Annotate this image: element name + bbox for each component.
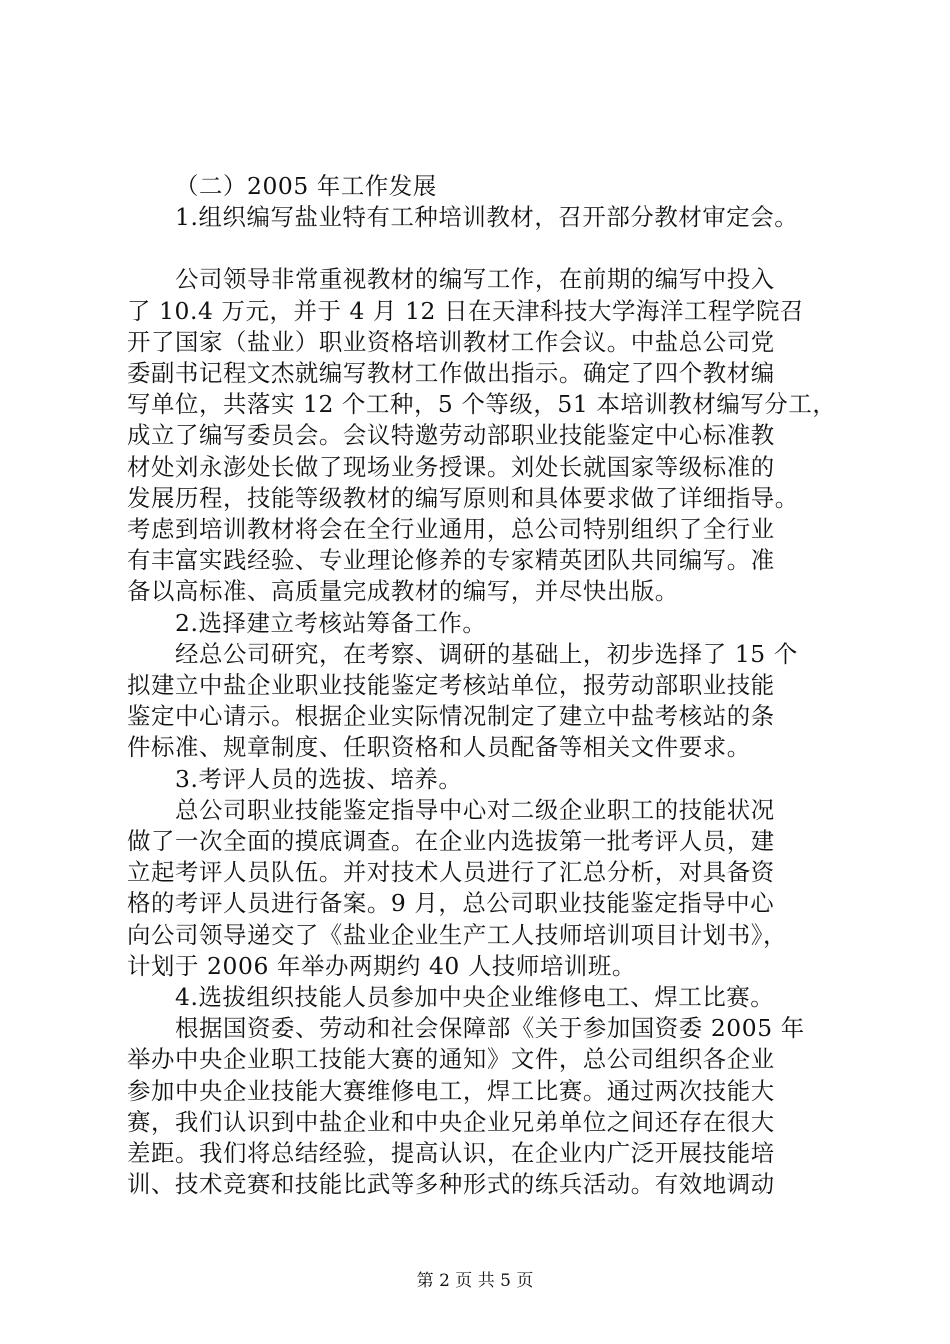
item2-body-line: 拟建立中盐企业职业技能鉴定考核站单位，报劳动部职业技能 [127, 671, 775, 700]
item1-body-line: 发展历程，技能等级教材的编写原则和具体要求做了详细指导。 [127, 483, 799, 512]
item1-body-line: 开了国家（盐业）职业资格培训教材工作会议。中盐总公司党 [127, 327, 775, 356]
item1-body-line: 公司领导非常重视教材的编写工作，在前期的编写中投入 [175, 265, 775, 294]
item3-body-line: 向公司领导递交了《盐业企业生产工人技师培训项目计划书》， [127, 920, 788, 949]
item1-body-line: 成立了编写委员会。会议特邀劳动部职业技能鉴定中心标准教 [127, 421, 775, 450]
section-heading: （二）2005 年工作发展 [175, 172, 437, 200]
page-footer: 第 2 页 共 5 页 [416, 1271, 534, 1291]
item2-body-line: 件标准、规章制度、任职资格和人员配备等相关文件要求。 [127, 733, 751, 762]
item4-body-line: 举办中央企业职工技能大赛的通知》文件，总公司组织各企业 [127, 1045, 775, 1074]
item3-body-line: 总公司职业技能鉴定指导中心对二级企业职工的技能状况 [175, 795, 775, 824]
item1-body-line: 材处刘永澎处长做了现场业务授课。刘处长就国家等级标准的 [127, 452, 775, 481]
item1-body-line: 了 10.4 万元，并于 4 月 12 日在天津科技大学海洋工程学院召 [127, 296, 804, 325]
item3-heading: 3.考评人员的选拔、培养。 [175, 764, 463, 793]
item3-body-line: 计划于 2006 年举办两期约 40 人技师培训班。 [127, 951, 636, 980]
item4-body-line: 赛，我们认识到中盐企业和中央企业兄弟单位之间还存在很大 [127, 1107, 775, 1136]
item3-body-line: 做了一次全面的摸底调查。在企业内选拔第一批考评人员，建 [127, 827, 775, 856]
item1-body-line: 委副书记程文杰就编写教材工作做出指示。确定了四个教材编 [127, 359, 775, 388]
item1-body-line: 写单位，共落实 12 个工种，5 个等级，51 本培训教材编写分工， [127, 390, 837, 419]
item4-body-line: 差距。我们将总结经验，提高认识，在企业内广泛开展技能培 [127, 1139, 775, 1168]
item3-body-line: 格的考评人员进行备案。9 月，总公司职业技能鉴定指导中心 [127, 889, 775, 918]
item2-heading: 2.选择建立考核站筹备工作。 [175, 608, 487, 637]
item1-body-line: 备以高标准、高质量完成教材的编写，并尽快出版。 [127, 577, 679, 606]
item3-body-line: 立起考评人员队伍。并对技术人员进行了汇总分析，对具备资 [127, 858, 775, 887]
item4-body-line: 训、技术竞赛和技能比武等多种形式的练兵活动。有效地调动 [127, 1170, 775, 1199]
item4-body-line: 根据国资委、劳动和社会保障部《关于参加国资委 2005 年 [175, 1014, 805, 1043]
item4-heading: 4.选拔组织技能人员参加中央企业维修电工、焊工比赛。 [175, 983, 775, 1012]
item1-heading: 1.组织编写盐业特有工种培训教材，召开部分教材审定会。 [175, 203, 799, 232]
item2-body-line: 鉴定中心请示。根据企业实际情况制定了建立中盐考核站的条 [127, 702, 775, 731]
document-page [127, 171, 837, 1201]
paragraph-gap [127, 233, 827, 264]
item4-body-line: 参加中央企业技能大赛维修电工，焊工比赛。通过两次技能大 [127, 1076, 775, 1105]
item2-body-line: 经总公司研究，在考察、调研的基础上，初步选择了 15 个 [175, 639, 798, 668]
item1-body-line: 考虑到培训教材将会在全行业通用，总公司特别组织了全行业 [127, 515, 775, 544]
item1-body-line: 有丰富实践经验、专业理论修养的专家精英团队共同编写。准 [127, 546, 775, 575]
